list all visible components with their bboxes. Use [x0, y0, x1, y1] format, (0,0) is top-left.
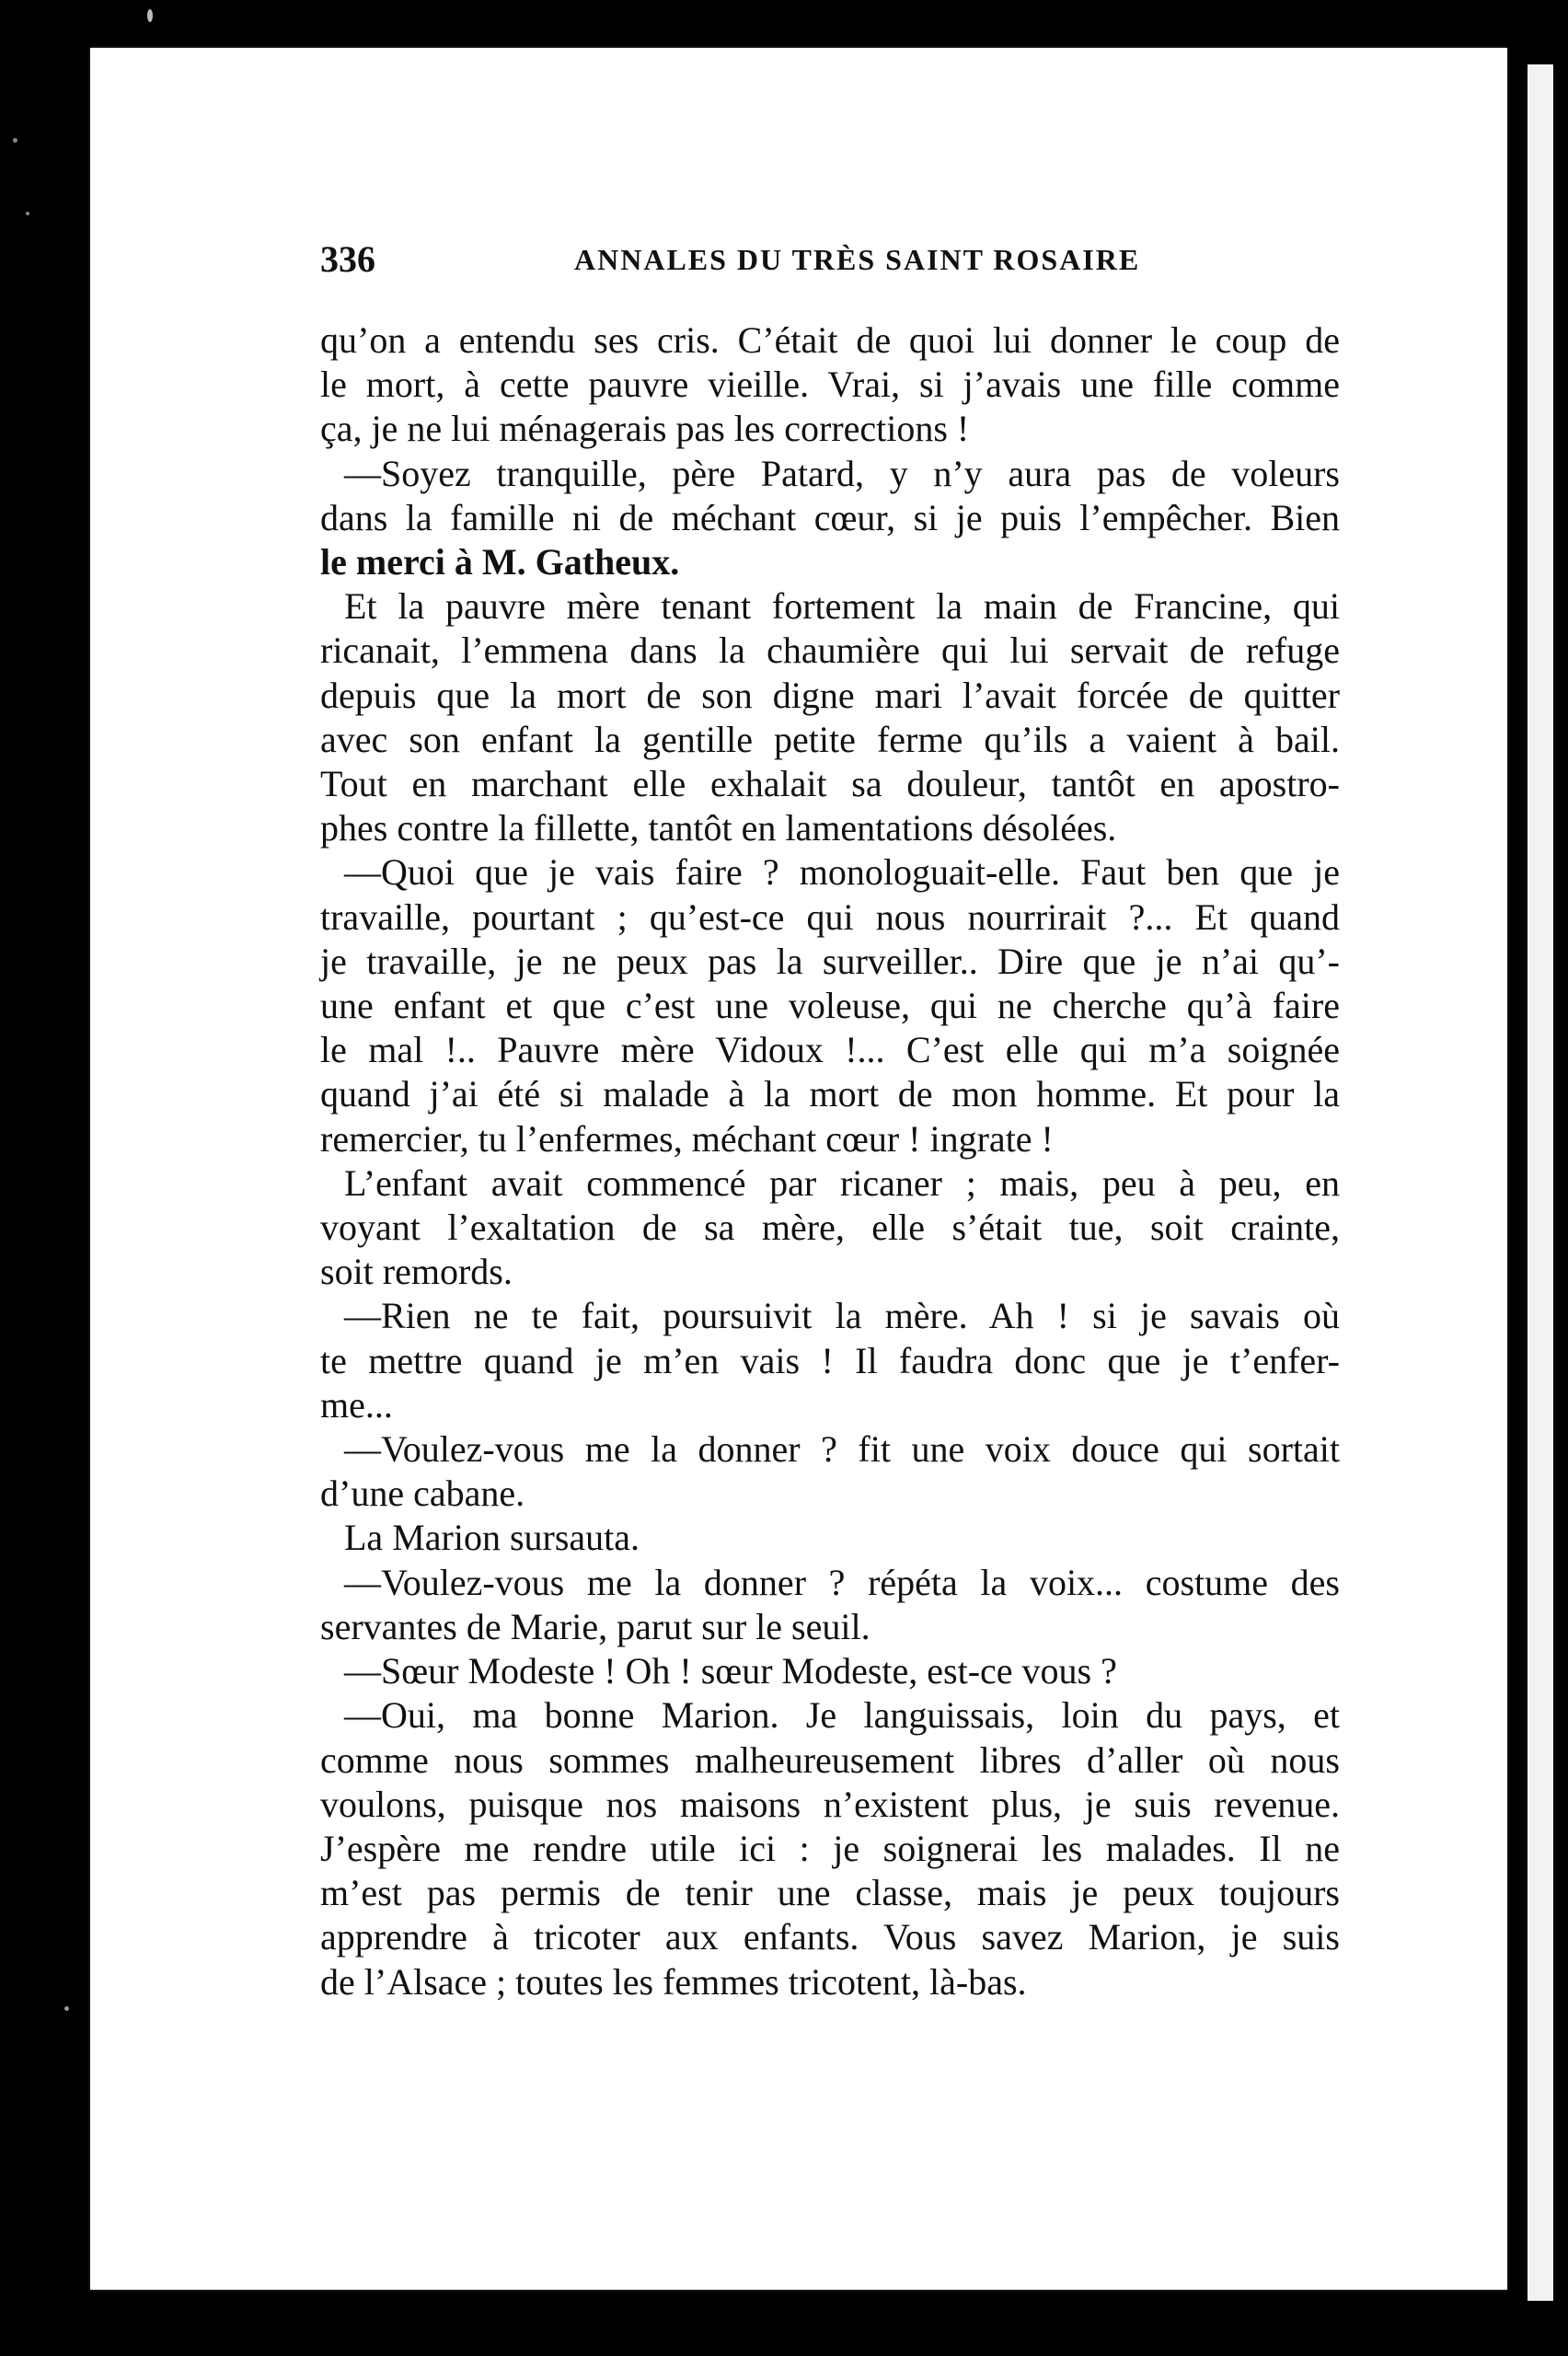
text-line: comme nous sommes malheureusement libres d’aller où nous [320, 1738, 1340, 1781]
text-line: remercier, tu l’enfermes, méchant cœur ! ingrate ! [320, 1117, 1054, 1160]
text-line: le mal !.. Pauvre mère Vidoux !... C’est elle qui m’a soignée [320, 1029, 1340, 1071]
text-line: quand j’ai été si malade à la mort de mon homme. Et pour la [320, 1073, 1340, 1115]
text-line: —Voulez-vous me la donner ? fit une voix douce qui sortait [344, 1428, 1340, 1471]
text-line: ça, je ne lui ménagerais pas les corrections ! [320, 408, 970, 450]
text-line: J’espère me rendre utile ici : je soignerai les malades. Il ne [320, 1827, 1340, 1869]
text-line: d’une cabane. [320, 1472, 525, 1515]
text-line: de l’Alsace ; toutes les femmes tricotent, là-bas. [320, 1960, 1027, 2003]
page-number: 336 [320, 238, 375, 280]
text-line: —Voulez-vous me la donner ? répéta la voix... costume des [344, 1561, 1340, 1603]
text-line: —Sœur Modeste ! Oh ! sœur Modeste, est-ce vous ? [344, 1650, 1117, 1692]
text-line: ricanait, l’emmena dans la chaumière qui lui servait de refuge [320, 629, 1340, 672]
running-title: ANNALES DU TRÈS SAINT ROSAIRE [574, 243, 1141, 276]
text-line: le mort, à cette pauvre vieille. Vrai, si j’avais une fille comme [320, 364, 1340, 406]
text-line: servantes de Marie, parut sur le seuil. [320, 1605, 870, 1647]
text-line: te mettre quand je m’en vais ! Il faudra donc que je t’enfer- [320, 1339, 1340, 1381]
text-line: Et la pauvre mère tenant fortement la main de Francine, qui [344, 585, 1340, 628]
text-line: —Rien ne te fait, poursuivit la mère. Ah ! si je savais où [344, 1295, 1340, 1337]
text-line: phes contre la fillette, tantôt en lamentations désolées. [320, 807, 1117, 849]
text-line: dans la famille ni de méchant cœur, si je puis l’empêcher. Bien [320, 496, 1340, 538]
text-line: La Marion sursauta. [344, 1517, 640, 1559]
text-line: —Soyez tranquille, père Patard, y n’y aura pas de voleurs [344, 452, 1340, 494]
text-line: soit remords. [320, 1251, 513, 1293]
text-line: voulons, puisque nos maisons n’existent plus, je suis revenue. [320, 1783, 1340, 1825]
text-line: m’est pas permis de tenir une classe, mais je peux toujours [320, 1872, 1340, 1914]
text-line: —Quoi que je vais faire ? monologuait-elle. Faut ben que je [344, 851, 1340, 894]
text-line: avec son enfant la gentille petite ferme qu’ils a vaient à bail. [320, 718, 1340, 760]
text-line: je travaille, je ne peux pas la surveiller.. Dire que je n’ai qu’- [320, 940, 1340, 982]
text-line: le merci à M. Gatheux. [320, 541, 680, 583]
text-line: depuis que la mort de son digne mari l’avait forcée de quitter [320, 674, 1340, 716]
next-page-edge [1528, 64, 1553, 2301]
text-line: me... [320, 1383, 393, 1426]
text-line: voyant l’exaltation de sa mère, elle s’était tue, soit crainte, [320, 1207, 1340, 1249]
text-line: Tout en marchant elle exhalait sa douleur, tantôt en apostro- [320, 763, 1340, 805]
text-line: apprendre à tricoter aux enfants. Vous savez Marion, je suis [320, 1916, 1340, 1958]
text-line: L’enfant avait commencé par ricaner ; mais, peu à peu, en [344, 1161, 1340, 1204]
text-line: travaille, pourtant ; qu’est-ce qui nous nourrirait ?... Et quand [320, 895, 1340, 938]
text-line: —Oui, ma bonne Marion. Je languissais, loin du pays, et [344, 1694, 1340, 1737]
page-header [320, 237, 1240, 285]
text-line: qu’on a entendu ses cris. C’était de quoi lui donner le coup de [320, 319, 1340, 361]
text-line: une enfant et que c’est une voleuse, qui ne cherche qu’à faire [320, 985, 1340, 1027]
body-text [320, 318, 1340, 2004]
